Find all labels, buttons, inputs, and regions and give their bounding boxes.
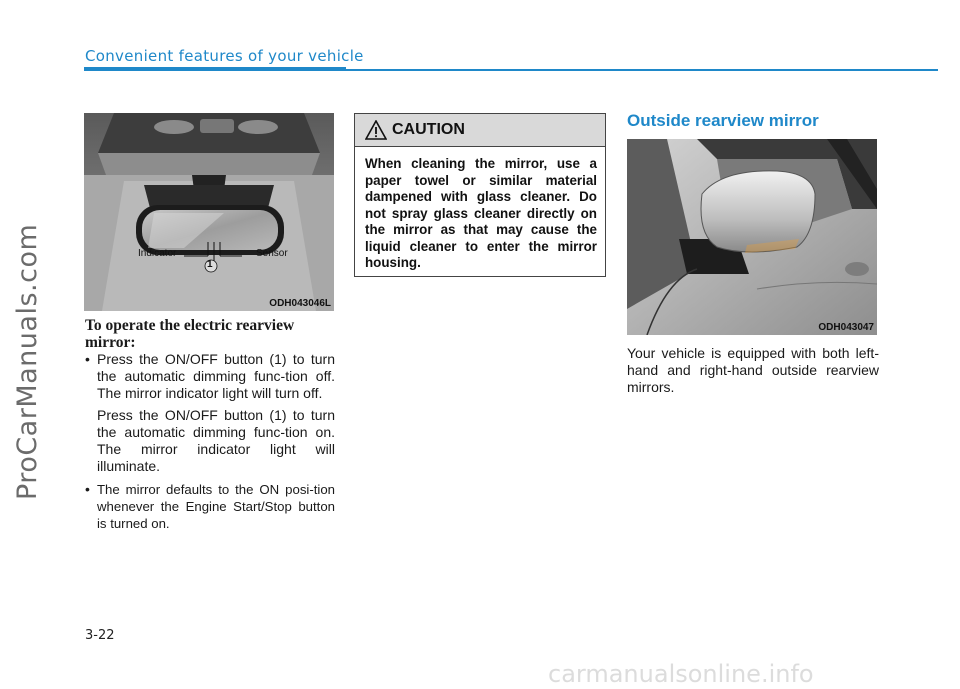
- figure-code: ODH043047: [818, 322, 874, 333]
- bottom-watermark: carmanualsonline.info: [548, 660, 814, 688]
- list-item: [85, 481, 335, 532]
- bullet-dot: •: [85, 481, 90, 497]
- warning-triangle-icon: [365, 120, 387, 140]
- side-watermark: ProCarManuals.com: [12, 223, 43, 500]
- indicator-label: Indicator: [138, 248, 177, 259]
- outside-mirror-figure: [627, 139, 877, 335]
- caution-title: CAUTION: [392, 121, 465, 138]
- caution-box: [354, 113, 606, 277]
- bullet-dot: •: [85, 351, 90, 367]
- caution-body: When cleaning the mirror, use a paper towel or similar material dampened with glass cleaner. Do not spray glass cleaner directly on the mirror as that may cause the liquid cleaner to enter the mirror housing.: [365, 156, 597, 270]
- interior-mirror-illustration: [84, 113, 334, 311]
- header-rule-thin: [346, 69, 938, 71]
- figure-code: ODH043046L: [269, 298, 331, 309]
- header-rule-thick: [84, 67, 346, 71]
- interior-mirror-figure: [84, 113, 334, 311]
- outside-mirror-illustration: [627, 139, 877, 335]
- caution-header: [355, 114, 605, 147]
- bullet-text: Press the ON/OFF button (1) to turn the automatic dimming func-tion off. The mirror indicator light will turn off.: [97, 351, 335, 401]
- bullet-text: The mirror defaults to the ON posi-tion whenever the Engine Start/Stop button is turned on.: [97, 482, 335, 531]
- page-number: 3-22: [85, 628, 115, 643]
- section-header-title: Convenient features of your vehicle: [85, 47, 364, 65]
- outside-mirror-description: Your vehicle is equipped with both left-hand and right-hand outside rearview mirrors.: [627, 345, 879, 395]
- outside-mirror-title: Outside rearview mirror: [627, 111, 819, 130]
- operate-mirror-subheading: To operate the electric rearview mirror:: [85, 317, 295, 351]
- list-item: [85, 351, 335, 402]
- bullet-continuation: Press the ON/OFF button (1) to turn the automatic dimming func-tion on. The mirror indicator light will illuminate.: [97, 407, 335, 474]
- callout-number: 1: [207, 259, 213, 270]
- sensor-label: Sensor: [256, 248, 288, 259]
- operate-mirror-steps: [85, 351, 335, 532]
